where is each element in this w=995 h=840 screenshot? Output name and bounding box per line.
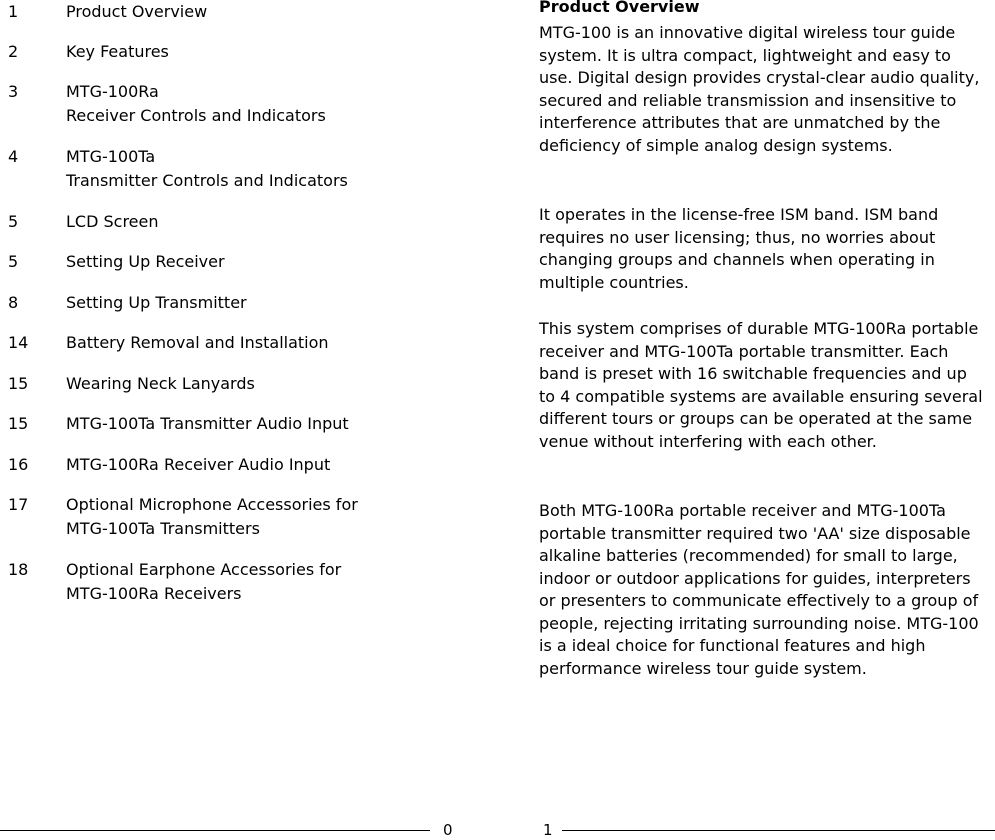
right-page	[500, 0, 995, 840]
toc-page-number: 1	[8, 2, 19, 21]
toc-page-number: 15	[8, 414, 29, 433]
toc-title: MTG-100Ra Receiver Audio Input	[66, 455, 331, 474]
toc-page-number: 2	[8, 42, 19, 61]
overview-paragraph: This system comprises of durable MTG-100Ra portable receiver and MTG-100Ta portable transmitter. Each band is preset with 16 switchable frequencies and up to 4 compatible systems are available ensuring several different tours or groups can be operated at the same venue without interfering with each other.	[539, 319, 983, 451]
section-title: Product Overview	[539, 0, 700, 16]
page-number-left: 0	[443, 821, 453, 839]
toc-page-number: 14	[8, 333, 29, 352]
toc-title: Setting Up Transmitter	[66, 293, 247, 312]
toc-title-line: Optional Microphone Accessories for	[66, 495, 358, 514]
toc-title-line: MTG-100Ta	[66, 147, 156, 166]
toc-page-number: 8	[8, 293, 19, 312]
toc-subtitle-line: Transmitter Controls and Indicators	[66, 171, 348, 190]
toc-subtitle-line: Receiver Controls and Indicators	[66, 106, 326, 125]
toc-subtitle-line: MTG-100Ra Receivers	[66, 584, 242, 603]
toc-title: Wearing Neck Lanyards	[66, 374, 255, 393]
toc-title: Product Overview	[66, 2, 208, 21]
toc-page-number: 4	[8, 147, 19, 166]
toc-title: LCD Screen	[66, 212, 159, 231]
toc-title: Battery Removal and Installation	[66, 333, 329, 352]
toc-title	[66, 558, 466, 606]
toc-subtitle-line: MTG-100Ta Transmitters	[66, 519, 260, 538]
overview-paragraph: MTG-100 is an innovative digital wireless tour guide system. It is ultra compact, lightweight and easy to use. Digital design provides crystal-clear audio quality, secured and reliable transmission and insensitive to interference attributes that are unmatched by the deficiency of simple analog design systems.	[539, 23, 980, 155]
toc-page-number: 16	[8, 455, 29, 474]
toc-page-number: 5	[8, 212, 19, 231]
toc-title	[66, 493, 466, 541]
toc-page-number: 5	[8, 252, 19, 271]
page-number-right: 1	[543, 821, 553, 839]
toc-page-number: 18	[8, 560, 29, 579]
left-page	[0, 0, 480, 840]
overview-paragraph: It operates in the license-free ISM band. ISM band requires no user licensing; thus, no worries about changing groups and channels when operating in multiple countries.	[539, 205, 939, 292]
footer-rule-left	[0, 830, 430, 831]
toc-title-line: Optional Earphone Accessories for	[66, 560, 342, 579]
footer-rule-right	[562, 830, 995, 831]
toc-page-number: 15	[8, 374, 29, 393]
toc-page-number: 17	[8, 495, 29, 514]
toc-title-line: MTG-100Ra	[66, 82, 159, 101]
toc-title: MTG-100Ta Transmitter Audio Input	[66, 414, 349, 433]
overview-paragraph: Both MTG-100Ra portable receiver and MTG-100Ta portable transmitter required two 'AA' size disposable alkaline batteries (recommended) for small to large, indoor or outdoor applications for guides, interpreters or presenters to communicate effectively to a group of people, rejecting irritating surrounding noise. MTG-100 is a ideal choice for functional features and high performance wireless tour guide system.	[539, 501, 979, 678]
toc-title	[66, 145, 466, 193]
toc-title	[66, 80, 466, 128]
toc-page-number: 3	[8, 82, 19, 101]
toc-title: Setting Up Receiver	[66, 252, 225, 271]
toc-title: Key Features	[66, 42, 169, 61]
